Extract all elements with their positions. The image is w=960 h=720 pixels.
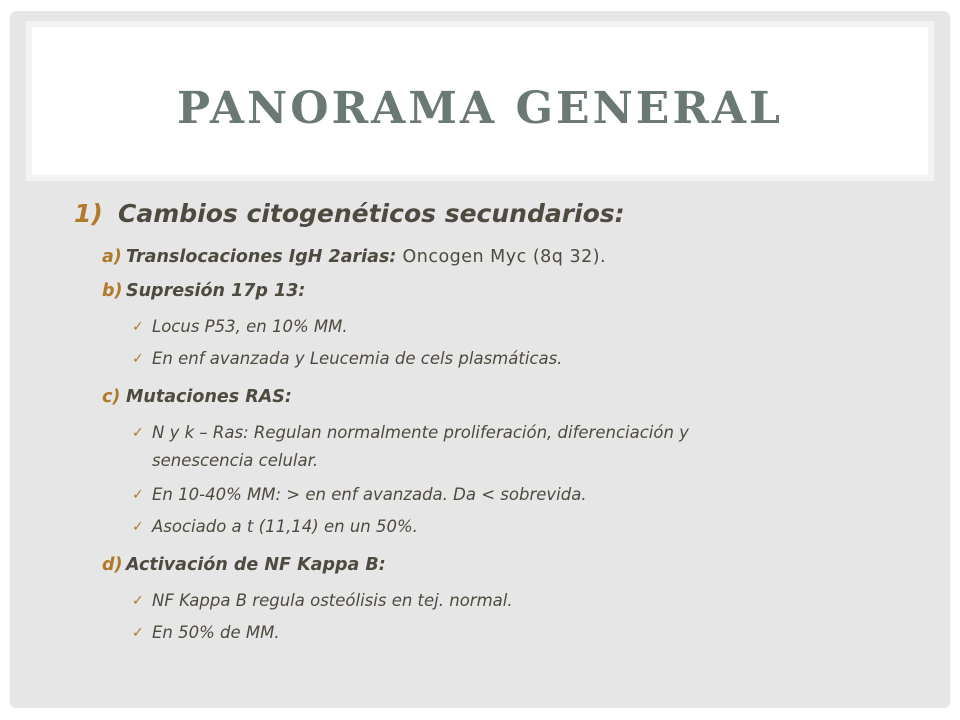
section-heading-text: Cambios citogenéticos secundarios: bbox=[118, 199, 625, 228]
item-marker: d) bbox=[102, 555, 123, 575]
checkmark-icon: ✓ bbox=[132, 593, 144, 609]
slide-title: PANORAMA GENERAL bbox=[177, 82, 783, 134]
list-item-c bbox=[102, 387, 292, 407]
slide bbox=[10, 11, 950, 708]
checkmark-icon: ✓ bbox=[132, 519, 144, 535]
bullet-item: ✓ En 50% de MM. bbox=[132, 619, 912, 647]
checkmark-icon: ✓ bbox=[132, 487, 144, 503]
section-heading bbox=[74, 199, 625, 228]
list-item-b bbox=[102, 281, 305, 301]
section-number: 1) bbox=[74, 199, 103, 228]
checkmark-icon: ✓ bbox=[132, 319, 144, 335]
item-marker: c) bbox=[102, 387, 121, 407]
bullet-item: ✓ Locus P53, en 10% MM. bbox=[132, 313, 912, 341]
checkmark-icon: ✓ bbox=[132, 425, 144, 441]
bullet-item: ✓ N y k – Ras: Regulan normalmente proliferación, diferenciación y senescencia celular. bbox=[132, 419, 732, 475]
bullet-item: ✓ Asociado a t (11,14) en un 50%. bbox=[132, 513, 912, 541]
item-text: Oncogen Myc (8q 32). bbox=[396, 247, 607, 267]
checkmark-icon: ✓ bbox=[132, 351, 144, 367]
item-label: Mutaciones RAS: bbox=[126, 387, 292, 407]
item-marker: b) bbox=[102, 281, 123, 301]
item-label: Supresión 17p 13: bbox=[126, 281, 306, 301]
list-item-a bbox=[102, 247, 606, 267]
bullet-item: ✓ NF Kappa B regula osteólisis en tej. normal. bbox=[132, 587, 912, 615]
item-label: Activación de NF Kappa B: bbox=[126, 555, 386, 575]
bullet-item: ✓ En enf avanzada y Leucemia de cels plasmáticas. bbox=[132, 345, 912, 373]
bullet-item: ✓ En 10-40% MM: > en enf avanzada. Da < sobrevida. bbox=[132, 481, 912, 509]
slide-body bbox=[10, 11, 950, 708]
item-marker: a) bbox=[102, 247, 122, 267]
checkmark-icon: ✓ bbox=[132, 625, 144, 641]
list-item-d bbox=[102, 555, 386, 575]
item-label: Translocaciones IgH 2arias: bbox=[126, 247, 397, 267]
